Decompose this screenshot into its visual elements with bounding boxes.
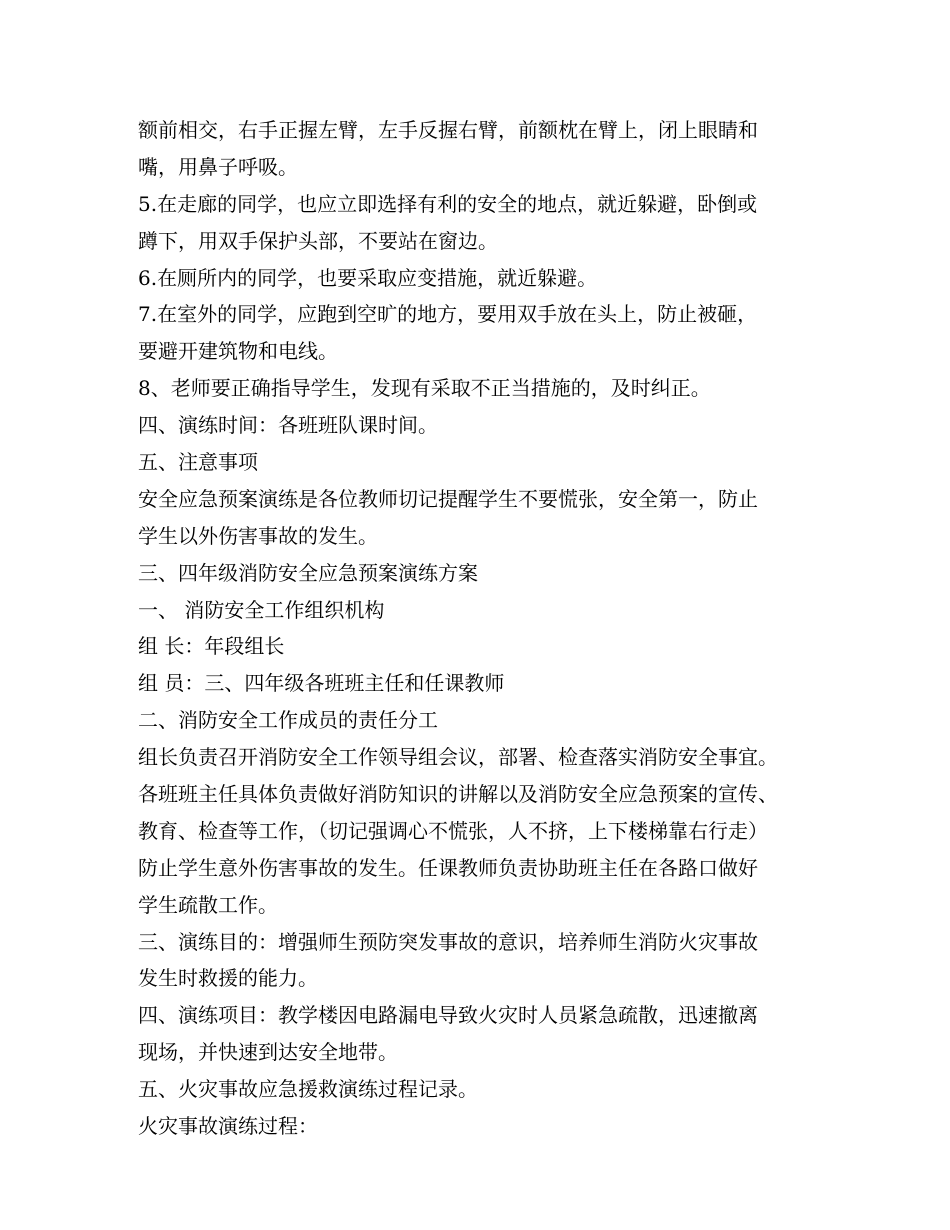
section-heading: 五、火灾事故应急援救演练过程记录。	[138, 1077, 478, 1102]
section-heading: 四、演练时间：各班班队课时间。	[138, 413, 438, 438]
text-line: 要避开建筑物和电线。	[138, 339, 338, 364]
section-heading: 四、演练项目：教学楼因电路漏电导致火灾时人员紧急疏散，迅速撤离	[138, 1003, 758, 1028]
text-line: 现场，并快速到达安全地带。	[138, 1040, 398, 1065]
section-heading: 三、演练目的：增强师生预防突发事故的意识，培养师生消防火灾事故	[138, 929, 758, 954]
text-line: 组长负责召开消防安全工作领导组会议，部署、检查落实消防安全事宜。	[138, 745, 778, 770]
text-line: 各班班主任具体负责做好消防知识的讲解以及消防安全应急预案的宣传、	[138, 782, 778, 807]
text-line: 学生以外伤害事故的发生。	[138, 523, 378, 548]
text-line: 6.在厕所内的同学，也要采取应变措施，就近躲避。	[138, 265, 598, 290]
text-line: 组 员：三、四年级各班班主任和任课教师	[138, 671, 505, 696]
text-line: 教育、检查等工作，（切记强调心不慌张，人不挤，上下楼梯靠右行走）	[138, 818, 768, 843]
text-line: 发生时救援的能力。	[138, 966, 318, 991]
document-body	[138, 112, 828, 1145]
text-line: 防止学生意外伤害事故的发生。任课教师负责协助班主任在各路口做好	[138, 855, 758, 880]
text-line: 安全应急预案演练是各位教师切记提醒学生不要慌张，安全第一，防止	[138, 486, 758, 511]
section-heading: 一、 消防安全工作组织机构	[138, 597, 385, 622]
text-line: 嘴，用鼻子呼吸。	[138, 154, 298, 179]
text-line: 5.在走廊的同学，也应立即选择有利的安全的地点，就近躲避，卧倒或	[138, 191, 758, 216]
text-line: 学生疏散工作。	[138, 892, 278, 917]
text-line: 额前相交，右手正握左臂，左手反握右臂，前额枕在臂上，闭上眼睛和	[138, 118, 758, 142]
section-heading: 五、注意事项	[138, 450, 258, 475]
document-subtitle: 三、四年级消防安全应急预案演练方案	[138, 560, 478, 585]
text-line: 组 长：年段组长	[138, 634, 285, 659]
section-heading: 二、消防安全工作成员的责任分工	[138, 708, 438, 733]
text-line: 7.在室外的同学，应跑到空旷的地方，要用双手放在头上，防止被砸，	[138, 302, 758, 327]
text-line: 8、老师要正确指导学生，发现有采取不正当措施的，及时纠正。	[138, 376, 711, 401]
text-line: 火灾事故演练过程：	[138, 1114, 318, 1139]
text-line: 蹲下，用双手保护头部，不要站在窗边。	[138, 228, 498, 253]
